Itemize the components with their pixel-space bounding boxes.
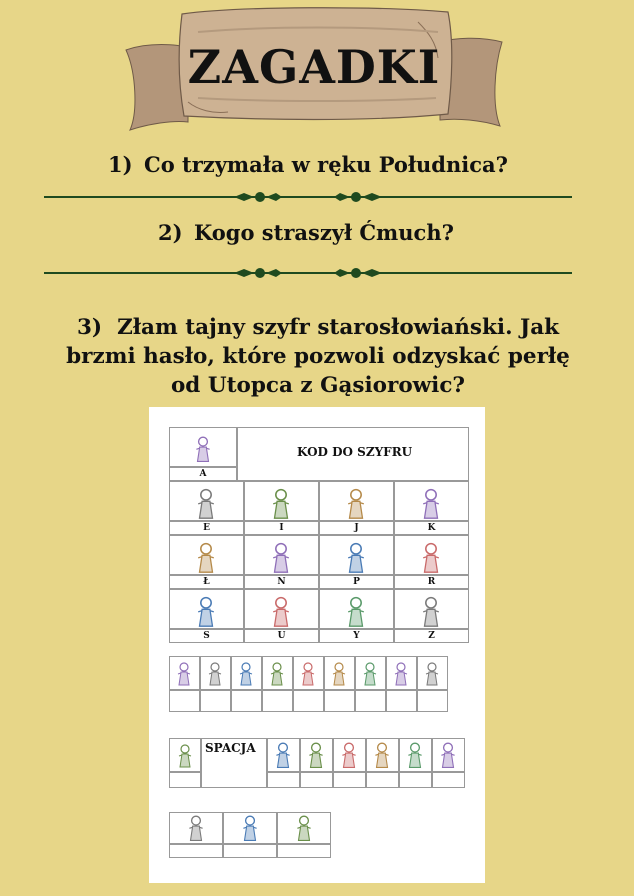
answer-input-cell <box>366 772 399 788</box>
page-title: ZAGADKI <box>187 40 441 94</box>
creature-figure-icon <box>267 661 287 686</box>
creature-figure-icon <box>175 743 195 768</box>
cipher-letter-label: E <box>203 523 210 533</box>
creature-figure-icon <box>338 741 360 769</box>
creature-figure-icon <box>185 814 207 842</box>
creature-figure-icon <box>418 595 444 628</box>
answer-input-cell <box>399 772 432 788</box>
question-3-text: Złam tajny szyfr starosłowiański. Jak brzmi hasło, które pozwoli odzyskać perłę od Utopca z Gąsiorowic? <box>66 315 570 398</box>
cipher-sheet <box>149 407 485 883</box>
cipher-letter-label: I <box>279 523 284 533</box>
creature-figure-icon <box>192 435 214 463</box>
answer-input-cell <box>262 690 293 712</box>
creature-figure-icon <box>418 541 444 574</box>
answer-input-cell <box>293 690 324 712</box>
creature-figure-icon <box>174 661 194 686</box>
creature-figure-icon <box>343 487 369 520</box>
creature-figure-icon <box>343 541 369 574</box>
answer-input-cell <box>267 772 300 788</box>
creature-figure-icon <box>298 661 318 686</box>
cipher-letter-label: Ł <box>203 577 210 587</box>
cipher-letter-label: Z <box>428 631 435 641</box>
question-2-number: 2) <box>158 220 183 245</box>
creature-figure-icon <box>305 741 327 769</box>
answer-input-cell <box>324 690 355 712</box>
cipher-letter-label: U <box>277 631 286 641</box>
cipher-letter-label: N <box>277 577 286 587</box>
creature-figure-icon <box>205 661 225 686</box>
answer-input-cell <box>169 690 200 712</box>
question-2-text: Kogo straszył Ćmuch? <box>194 220 454 245</box>
ornamental-divider <box>44 190 572 204</box>
creature-figure-icon <box>437 741 459 769</box>
creature-figure-icon <box>236 661 256 686</box>
creature-figure-icon <box>268 541 294 574</box>
creature-figure-icon <box>422 661 442 686</box>
cipher-letter-label: S <box>203 631 210 641</box>
creature-figure-icon <box>268 487 294 520</box>
answer-input-cell <box>333 772 366 788</box>
question-2 <box>158 220 454 245</box>
question-3-number: 3) <box>76 315 103 340</box>
creature-figure-icon <box>391 661 411 686</box>
answer-input-cell <box>169 772 201 788</box>
creature-figure-icon <box>272 741 294 769</box>
cipher-letter-label: Y <box>353 631 360 641</box>
creature-figure-icon <box>371 741 393 769</box>
answer-input-cell <box>277 844 331 858</box>
cipher-letter-label: K <box>427 523 436 533</box>
cipher-letter-label: A <box>199 469 207 479</box>
creature-figure-icon <box>193 487 219 520</box>
answer-input-cell <box>417 690 448 712</box>
creature-figure-icon <box>293 814 315 842</box>
question-1-number: 1) <box>108 152 133 177</box>
creature-figure-icon <box>329 661 349 686</box>
creature-figure-icon <box>360 661 380 686</box>
question-3 <box>48 313 588 400</box>
space-label: SPACJA <box>205 741 256 755</box>
answer-input-cell <box>231 690 262 712</box>
answer-input-cell <box>300 772 333 788</box>
question-1-text: Co trzymała w ręku Południca? <box>144 152 508 177</box>
ornamental-divider <box>44 266 572 280</box>
creature-figure-icon <box>343 595 369 628</box>
answer-input-cell <box>355 690 386 712</box>
cipher-letter-label: J <box>354 523 359 533</box>
answer-input-cell <box>200 690 231 712</box>
question-1 <box>108 152 508 177</box>
answer-input-cell <box>169 844 223 858</box>
creature-figure-icon <box>193 595 219 628</box>
creature-figure-icon <box>268 595 294 628</box>
cipher-letter-label: R <box>427 577 436 587</box>
creature-figure-icon <box>193 541 219 574</box>
answer-input-cell <box>386 690 417 712</box>
answer-input-cell <box>223 844 277 858</box>
answer-input-cell <box>432 772 465 788</box>
creature-figure-icon <box>404 741 426 769</box>
creature-figure-icon <box>418 487 444 520</box>
creature-figure-icon <box>239 814 261 842</box>
cipher-letter-label: P <box>353 577 360 587</box>
cipher-title: KOD DO SZYFRU <box>297 445 413 459</box>
